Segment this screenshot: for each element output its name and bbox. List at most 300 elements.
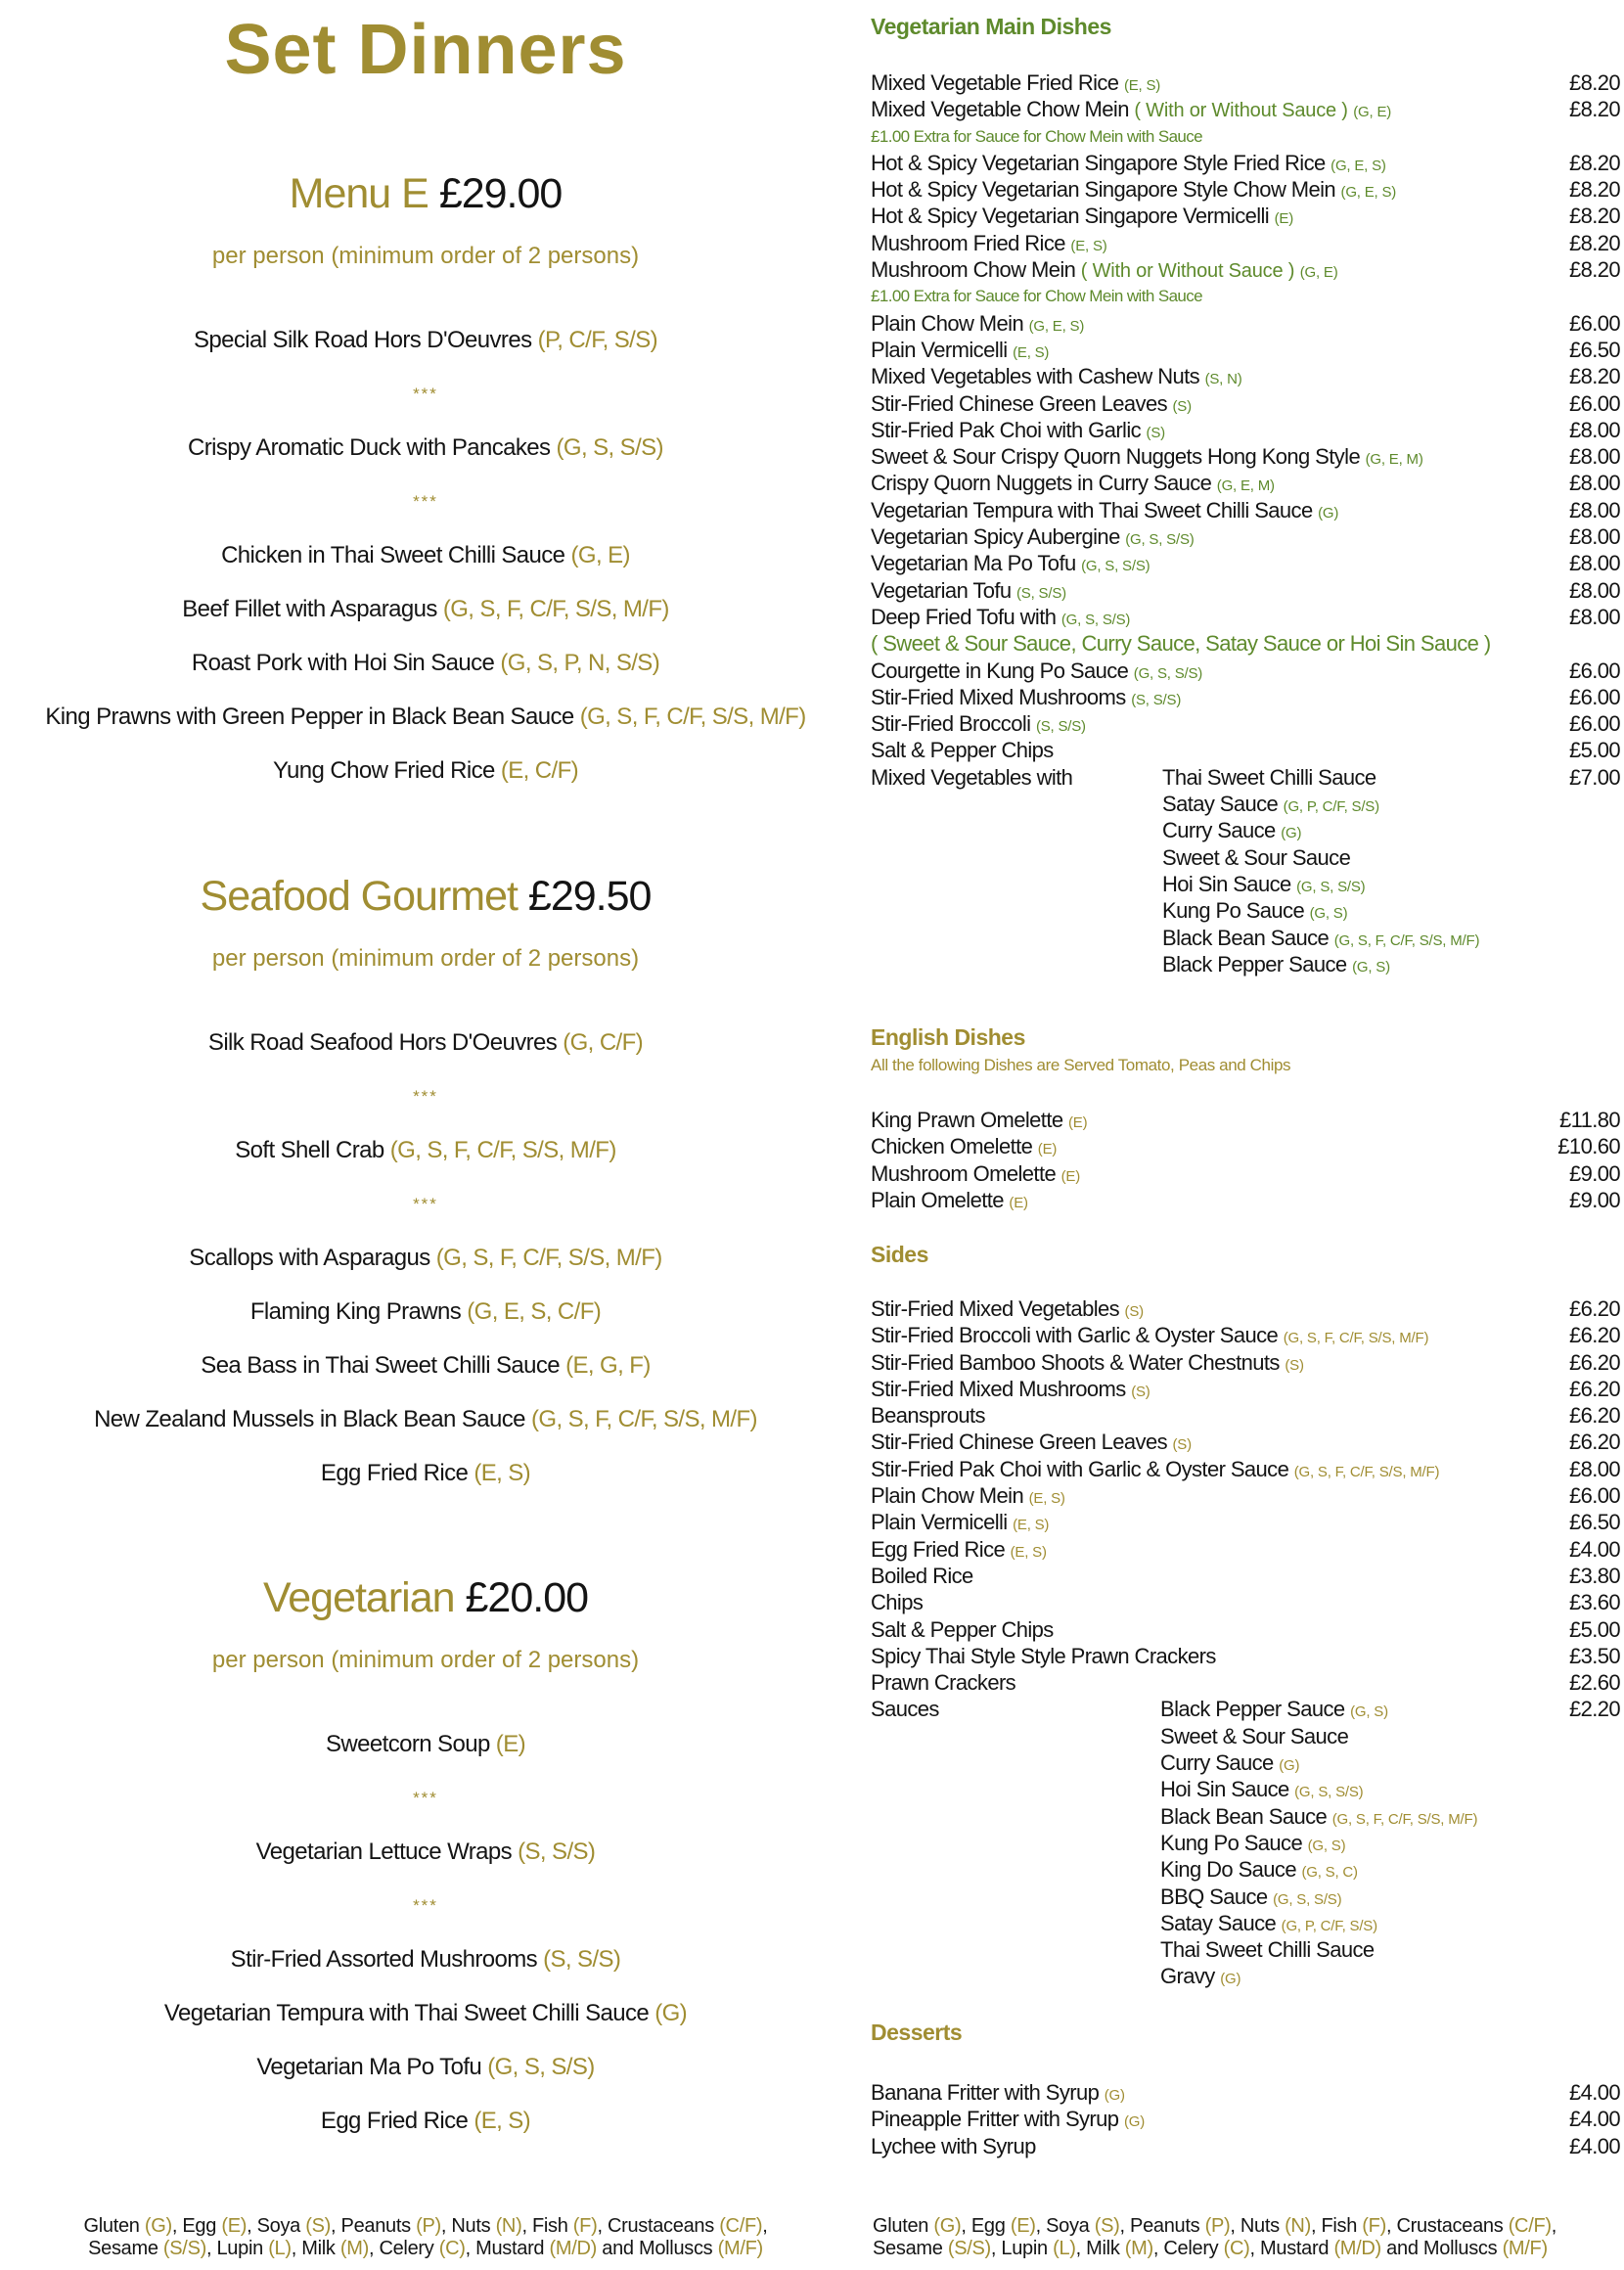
menu-item-row <box>871 658 1622 684</box>
course-item <box>0 1016 851 1069</box>
legend-code: (M) <box>339 2238 369 2259</box>
menu-item-row <box>871 1536 1622 1563</box>
item-name: Salt & Pepper Chips <box>871 1616 1054 1642</box>
allergen-codes: (G) <box>1104 2087 1125 2104</box>
course-item <box>0 421 851 475</box>
dish-name: Roast Pork with Hoi Sin Sauce <box>191 650 495 676</box>
menu-note-row <box>871 630 1622 657</box>
legend-code: (P) <box>416 2215 441 2237</box>
menu-item-row <box>871 871 1622 897</box>
allergen-codes: (G, S, S/S) <box>1273 1890 1342 1908</box>
sub-item-name: Gravy <box>1160 1964 1215 1989</box>
legend-code: (F) <box>572 2215 598 2237</box>
menu-item-row <box>871 1749 1622 1776</box>
menu-item-row <box>871 1133 1622 1159</box>
item-price: £8.00 <box>1568 497 1620 522</box>
allergen-codes: (E, S) <box>1028 1490 1065 1508</box>
item-name: Stir-Fried Broccoli with Garlic & Oyster Sauce <box>871 1323 1279 1348</box>
legend-code: (S/S) <box>162 2238 206 2259</box>
item-name: Crispy Quorn Nuggets in Curry Sauce <box>871 471 1212 496</box>
menu-item-row <box>871 1160 1622 1187</box>
english-dishes-subtitle: All the following Dishes are Served Tomato, Peas and Chips <box>871 1056 1291 1074</box>
menu-item-row <box>871 203 1622 229</box>
allergen-codes: (G, S) <box>1352 958 1390 976</box>
menu-item-row <box>871 550 1622 576</box>
menu-item-row <box>871 925 1622 951</box>
allergen-codes: (G, S, S/S) <box>1296 878 1366 895</box>
desserts-title: Desserts <box>871 2020 963 2045</box>
item-price: £4.00 <box>1568 2107 1620 2132</box>
sub-item <box>1160 1910 1377 1939</box>
course-item <box>0 1825 851 1879</box>
item-name: Mushroom Omelette <box>871 1160 1057 1186</box>
item-price: £6.20 <box>1568 1349 1620 1375</box>
item-price: £6.20 <box>1568 1430 1620 1455</box>
item-name: Plain Omelette <box>871 1187 1004 1212</box>
course-item <box>0 744 851 797</box>
dish-name: Soft Shell Crab <box>235 1137 384 1163</box>
sub-item-name: Satay Sauce <box>1162 792 1279 817</box>
legend-text: , Nuts <box>1230 2215 1286 2237</box>
allergen-codes: (E) <box>1060 1167 1081 1185</box>
allergen-codes: (G, S, C) <box>1301 1864 1358 1882</box>
sub-item-name: Black Pepper Sauce <box>1162 951 1347 976</box>
allergen-codes: (G, S, F, C/F, S/S, M/F) <box>1293 1463 1440 1480</box>
menu-item-row <box>871 1456 1622 1482</box>
allergen-codes: (G, P, C/F, S/S) <box>1281 1917 1377 1934</box>
menu-item-row <box>871 791 1622 817</box>
item-name: Mixed Vegetable Fried Rice <box>871 70 1119 95</box>
set-menu <box>0 166 851 797</box>
item-option: ( With or Without Sauce ) <box>1134 100 1348 122</box>
menu-name: Menu E <box>289 170 429 217</box>
sub-item-name: BBQ Sauce <box>1160 1884 1268 1909</box>
sub-item-name: Curry Sauce <box>1162 818 1276 843</box>
menu-item-row <box>871 1376 1622 1402</box>
dish-name: Silk Road Seafood Hors D'Oeuvres <box>207 1029 558 1056</box>
item-price: £6.20 <box>1568 1323 1620 1348</box>
course-list <box>0 313 851 797</box>
item-name: Vegetarian Tofu <box>871 577 1012 603</box>
legend-code: (S) <box>305 2215 332 2237</box>
menu-price: £29.50 <box>527 873 652 920</box>
allergen-codes: (E, S) <box>1010 1543 1047 1561</box>
allergen-codes: (G, E, M) <box>1216 477 1275 495</box>
sub-item-name: Black Bean Sauce <box>1162 925 1330 950</box>
menu-item-row <box>871 337 1622 363</box>
allergen-codes: (S, S/S) <box>518 1839 596 1865</box>
item-name: King Prawn Omelette <box>871 1108 1063 1132</box>
menu-item-row <box>871 710 1622 737</box>
legend-code: (M/D) <box>1333 2238 1381 2259</box>
item-price: £8.00 <box>1568 471 1620 496</box>
item-name: Prawn Crackers <box>871 1670 1016 1696</box>
allergen-codes: (S) <box>1124 1303 1144 1320</box>
item-name: Stir-Fried Chinese Green Leaves <box>871 390 1167 416</box>
legend-text: , <box>1551 2215 1556 2237</box>
course-item <box>0 1231 851 1285</box>
item-price: £11.80 <box>1558 1108 1620 1132</box>
legend-text: , <box>762 2215 768 2237</box>
item-price: £5.00 <box>1568 738 1620 763</box>
item-price: £3.60 <box>1568 1590 1620 1615</box>
item-price: £8.20 <box>1568 257 1620 283</box>
allergen-codes: (G, S, F, C/F, S/S, M/F) <box>435 1245 662 1271</box>
item-name: Vegetarian Ma Po Tofu <box>871 551 1076 576</box>
sub-item <box>1162 897 1347 927</box>
allergen-codes: (S) <box>1285 1356 1304 1374</box>
menu-item-row <box>871 1349 1622 1376</box>
item-name: Stir-Fried Pak Choi with Garlic & Oyster Sauce <box>871 1456 1289 1481</box>
course-item <box>0 1285 851 1339</box>
menu-item-row <box>871 951 1622 977</box>
legend-text: , Soya <box>1035 2215 1095 2237</box>
menu-item-row <box>871 96 1622 122</box>
legend-text: , Mustard <box>1249 2238 1334 2259</box>
item-price: £7.00 <box>1568 764 1620 790</box>
menu-item-row <box>871 1295 1622 1322</box>
allergen-codes: (G) <box>654 2000 688 2026</box>
item-price: £6.00 <box>1568 658 1620 683</box>
item-name: Spicy Thai Style Style Prawn Crackers <box>871 1643 1216 1668</box>
menu-item-row <box>871 1187 1622 1213</box>
dish-name: Flaming King Prawns <box>249 1298 462 1325</box>
menu-item-row <box>871 1402 1622 1429</box>
menu-item-row <box>871 604 1622 630</box>
sub-item <box>1162 817 1301 846</box>
vegetarian-main-list <box>871 69 1622 977</box>
item-price: £8.00 <box>1568 1456 1620 1481</box>
sub-item-name: Sweet & Sour Sauce <box>1160 1723 1349 1748</box>
allergen-codes: (G, S, P, N, S/S) <box>500 650 660 676</box>
allergen-codes: (G, S, F, C/F, S/S, M/F) <box>442 596 669 622</box>
sides-title: Sides <box>871 1242 928 1267</box>
item-price: £6.00 <box>1568 1483 1620 1509</box>
item-price: £6.20 <box>1568 1296 1620 1321</box>
menu-item-row <box>871 1589 1622 1615</box>
dish-name: New Zealand Mussels in Black Bean Sauce <box>94 1406 525 1432</box>
allergen-codes: (S) <box>1172 1436 1192 1454</box>
dish-name: Vegetarian Ma Po Tofu <box>256 2054 482 2080</box>
course-list <box>0 1717 851 2148</box>
dish-name: King Prawns with Green Pepper in Black Bean Sauce <box>45 704 574 730</box>
item-price: £8.00 <box>1568 524 1620 550</box>
item-price: £8.00 <box>1568 604 1620 629</box>
legend-text: , Crustaceans <box>597 2215 720 2237</box>
item-price: £6.00 <box>1568 711 1620 737</box>
allergen-legend-right <box>873 2215 1624 2260</box>
menu-item-row <box>871 1723 1622 1749</box>
item-price: £2.60 <box>1568 1670 1620 1696</box>
item-name: Stir-Fried Chinese Green Leaves <box>871 1430 1167 1455</box>
menu-note-row <box>871 123 1622 150</box>
allergen-codes: (G, S, F, C/F, S/S, M/F) <box>1283 1330 1429 1347</box>
legend-text: , Peanuts <box>331 2215 417 2237</box>
sub-item-name: Black Bean Sauce <box>1160 1803 1328 1829</box>
menu-item-row <box>871 1482 1622 1509</box>
legend-text: , Celery <box>368 2238 439 2259</box>
allergen-codes: (G, S, S/S) <box>1060 611 1131 628</box>
menu-item-row <box>871 764 1622 791</box>
note-text: £1.00 Extra for Sauce for Chow Mein with Sauce <box>871 126 1203 146</box>
course-item <box>0 1932 851 1986</box>
course-separator: *** <box>413 1789 438 1807</box>
menu-item-row <box>871 390 1622 417</box>
allergen-codes: (G, S, F, C/F, S/S, M/F) <box>1333 931 1480 949</box>
allergen-codes: (S, S/S) <box>1016 584 1066 602</box>
item-name: Stir-Fried Broccoli <box>871 711 1031 737</box>
sub-item-name: Kung Po Sauce <box>1160 1830 1303 1855</box>
item-price: £8.20 <box>1568 150 1620 175</box>
item-name: Boiled Rice <box>871 1563 973 1588</box>
menu-item-row <box>871 1616 1622 1643</box>
legend-text: and Molluscs <box>1380 2238 1503 2259</box>
note-text: £1.00 Extra for Sauce for Chow Mein with Sauce <box>871 287 1203 306</box>
allergen-codes: (E) <box>1068 1114 1088 1131</box>
sides-list <box>871 1295 1622 1990</box>
menu-item-row <box>871 443 1622 470</box>
menu-item-row <box>871 1107 1622 1133</box>
sub-item <box>1160 1963 1241 1992</box>
dish-name: Scallops with Asparagus <box>189 1245 430 1271</box>
note-text: ( Sweet & Sour Sauce, Curry Sauce, Satay Sauce or Hoi Sin Sauce ) <box>871 631 1491 657</box>
item-name: Stir-Fried Mixed Mushrooms <box>871 684 1126 709</box>
legend-text: , Mustard <box>465 2238 550 2259</box>
legend-text: , Fish <box>1310 2215 1363 2237</box>
sub-item <box>1160 1723 1348 1749</box>
item-option: ( With or Without Sauce ) <box>1080 260 1295 283</box>
allergen-codes: (G, C/F) <box>563 1029 644 1056</box>
sub-item <box>1160 1749 1299 1779</box>
dish-name: Crispy Aromatic Duck with Pancakes <box>188 434 551 461</box>
menu-note-row <box>871 283 1622 309</box>
item-name: Deep Fried Tofu with <box>871 604 1057 629</box>
menu-price: £29.00 <box>438 170 563 217</box>
legend-text: , Lupin <box>205 2238 269 2259</box>
legend-text: , Milk <box>291 2238 340 2259</box>
item-price: £8.00 <box>1568 577 1620 603</box>
allergen-codes: (E, S) <box>474 1460 531 1486</box>
sub-item <box>1162 925 1479 954</box>
set-menu <box>0 1570 851 2148</box>
item-name: Plain Vermicelli <box>871 1510 1008 1535</box>
item-name: Pineapple Fritter with Syrup <box>871 2107 1119 2132</box>
menu-name: Vegetarian <box>262 1574 455 1621</box>
course-separator: *** <box>413 1896 438 1915</box>
item-price: £6.00 <box>1568 310 1620 336</box>
course-item <box>0 1339 851 1392</box>
item-name: Chips <box>871 1590 924 1615</box>
legend-code: (G) <box>933 2215 962 2237</box>
allergen-codes: (S, S/S) <box>543 1946 621 1973</box>
item-price: £3.50 <box>1568 1643 1620 1668</box>
item-price: £8.00 <box>1568 551 1620 576</box>
legend-code: (C/F) <box>719 2215 763 2237</box>
item-price: £8.20 <box>1568 364 1620 389</box>
menu-price: £20.00 <box>465 1574 589 1621</box>
allergen-codes: (E, S) <box>1123 77 1161 94</box>
menu-item-row <box>871 897 1622 924</box>
item-price: £3.80 <box>1568 1563 1620 1588</box>
menu-item-row <box>871 523 1622 550</box>
allergen-codes: (G, S, F, C/F, S/S, M/F) <box>579 704 806 730</box>
menu-item-row <box>871 1963 1622 1989</box>
item-name: Beansprouts <box>871 1403 985 1429</box>
allergen-codes: (E) <box>1274 210 1294 228</box>
course-item <box>0 636 851 690</box>
legend-line <box>0 2238 851 2260</box>
item-price: £6.20 <box>1568 1376 1620 1401</box>
dish-name: Sea Bass in Thai Sweet Chilli Sauce <box>201 1352 561 1379</box>
item-price: £4.00 <box>1568 1536 1620 1562</box>
course-item <box>0 2094 851 2148</box>
allergen-codes: (G, E) <box>1353 104 1392 121</box>
page-title: Set Dinners <box>224 11 627 89</box>
menu-item-row <box>871 150 1622 176</box>
menu-item-row <box>871 363 1622 389</box>
dish-name: Chicken in Thai Sweet Chilli Sauce <box>221 542 565 568</box>
item-name: Salt & Pepper Chips <box>871 738 1054 763</box>
menu-item-row <box>871 1776 1622 1802</box>
item-price: £8.20 <box>1568 97 1620 122</box>
item-name: Vegetarian Tempura with Thai Sweet Chilli Sauce <box>871 497 1313 522</box>
menu-item-row <box>871 1696 1622 1722</box>
menu-item-row <box>871 1509 1622 1535</box>
menu-item-row <box>871 577 1622 604</box>
sub-item <box>1162 844 1350 871</box>
legend-code: (G) <box>144 2215 172 2237</box>
menu-heading <box>0 1570 851 1625</box>
menu-item-row <box>871 2106 1622 2132</box>
allergen-codes: (G) <box>1318 504 1339 522</box>
menu-item-row <box>871 817 1622 843</box>
course-item <box>0 582 851 636</box>
item-name: Stir-Fried Mixed Mushrooms <box>871 1376 1126 1401</box>
course-item <box>0 1717 851 1771</box>
course-item <box>0 690 851 744</box>
sub-item <box>1162 951 1390 980</box>
menu-item-row <box>871 1803 1622 1830</box>
dish-name: Sweetcorn Soup <box>326 1731 490 1757</box>
menu-item-row <box>871 1322 1622 1348</box>
menu-item-row <box>871 1830 1622 1856</box>
menu-item-row <box>871 737 1622 763</box>
set-menu <box>0 869 851 1500</box>
legend-code: (N) <box>495 2215 522 2237</box>
item-price: £6.50 <box>1568 337 1620 362</box>
vegetarian-main-title: Vegetarian Main Dishes <box>871 14 1111 39</box>
allergen-codes: (S) <box>1131 1383 1150 1400</box>
sub-item <box>1162 871 1365 900</box>
allergen-codes: (G) <box>1281 825 1302 842</box>
menu-item-row <box>871 176 1622 203</box>
legend-code: (M/F) <box>1502 2238 1548 2259</box>
allergen-codes: (G, S) <box>1309 905 1348 923</box>
item-name: Plain Vermicelli <box>871 337 1008 362</box>
item-name: Stir-Fried Mixed Vegetables <box>871 1296 1120 1321</box>
dish-name: Beef Fillet with Asparagus <box>182 596 437 622</box>
course-item <box>0 1392 851 1446</box>
allergen-legend-left <box>0 2215 851 2260</box>
item-name: Sauces <box>871 1697 939 1722</box>
sub-item-name: Sweet & Sour Sauce <box>1162 844 1351 870</box>
legend-code: (M/D) <box>549 2238 597 2259</box>
allergen-codes: (G, E, M) <box>1365 451 1423 469</box>
menu-item-row <box>871 844 1622 871</box>
menu-item-row <box>871 256 1622 283</box>
legend-text: Gluten <box>83 2215 145 2237</box>
item-name: Banana Fritter with Syrup <box>871 2080 1100 2105</box>
legend-text: Sesame <box>873 2238 948 2259</box>
allergen-codes: (G, E) <box>1299 264 1338 282</box>
menu-item-row <box>871 2133 1622 2159</box>
item-price: £8.20 <box>1568 230 1620 255</box>
legend-text: and Molluscs <box>597 2238 718 2259</box>
course-item <box>0 2040 851 2094</box>
allergen-codes: (G, S, S/S) <box>1133 664 1203 682</box>
menu-item-row <box>871 1669 1622 1696</box>
allergen-codes: (E, S) <box>1013 343 1050 361</box>
menu-item-row <box>871 230 1622 256</box>
item-name: Mixed Vegetable Chow Mein <box>871 97 1129 122</box>
allergen-codes: (G) <box>1279 1757 1300 1775</box>
legend-code: (E) <box>1010 2215 1036 2237</box>
allergen-codes: (G, S, S/S) <box>487 2054 595 2080</box>
menu-note: per person (minimum order of 2 persons) <box>211 945 640 972</box>
menu-item-row <box>871 1429 1622 1455</box>
english-dishes-list <box>871 1107 1622 1213</box>
dish-name: Special Silk Road Hors D'Oeuvres <box>193 327 532 353</box>
item-name: Chicken Omelette <box>871 1134 1033 1159</box>
legend-line <box>873 2238 1624 2260</box>
item-name: Mushroom Chow Mein <box>871 257 1076 283</box>
item-name: Lychee with Syrup <box>871 2133 1036 2158</box>
item-price: £9.00 <box>1568 1187 1620 1212</box>
allergen-codes: (S) <box>1172 397 1192 415</box>
legend-code: (P) <box>1204 2215 1231 2237</box>
course-list <box>0 1016 851 1500</box>
item-price: £8.00 <box>1568 417 1620 442</box>
menu-item-row <box>871 310 1622 337</box>
legend-code: (N) <box>1285 2215 1311 2237</box>
sub-item <box>1162 791 1379 820</box>
allergen-codes: (E, G, F) <box>565 1352 651 1379</box>
menu-name: Seafood Gourmet <box>200 873 518 920</box>
item-price: £2.20 <box>1568 1697 1620 1722</box>
item-price: £9.00 <box>1568 1160 1620 1186</box>
allergen-codes: (G, S) <box>1350 1703 1388 1721</box>
menu-item-row <box>871 1884 1622 1910</box>
item-price: £8.20 <box>1568 204 1620 229</box>
course-item <box>0 1123 851 1177</box>
allergen-codes: (G, S) <box>1307 1837 1346 1854</box>
sub-item-name: Kung Po Sauce <box>1162 898 1305 924</box>
legend-code: (S) <box>1094 2215 1120 2237</box>
course-item <box>0 528 851 582</box>
allergen-codes: (S) <box>1146 424 1165 441</box>
item-name: Stir-Fried Pak Choi with Garlic <box>871 417 1142 442</box>
sub-item <box>1160 1776 1363 1805</box>
course-item <box>0 1986 851 2040</box>
sub-item <box>1160 1936 1375 1963</box>
course-item <box>0 1446 851 1500</box>
sub-item-name: Hoi Sin Sauce <box>1162 871 1291 896</box>
legend-code: (S/S) <box>947 2238 991 2259</box>
menu-note: per person (minimum order of 2 persons) <box>211 1647 640 1673</box>
item-name: Egg Fried Rice <box>871 1536 1006 1562</box>
legend-text: , Peanuts <box>1119 2215 1205 2237</box>
menu-item-row <box>871 1856 1622 1883</box>
